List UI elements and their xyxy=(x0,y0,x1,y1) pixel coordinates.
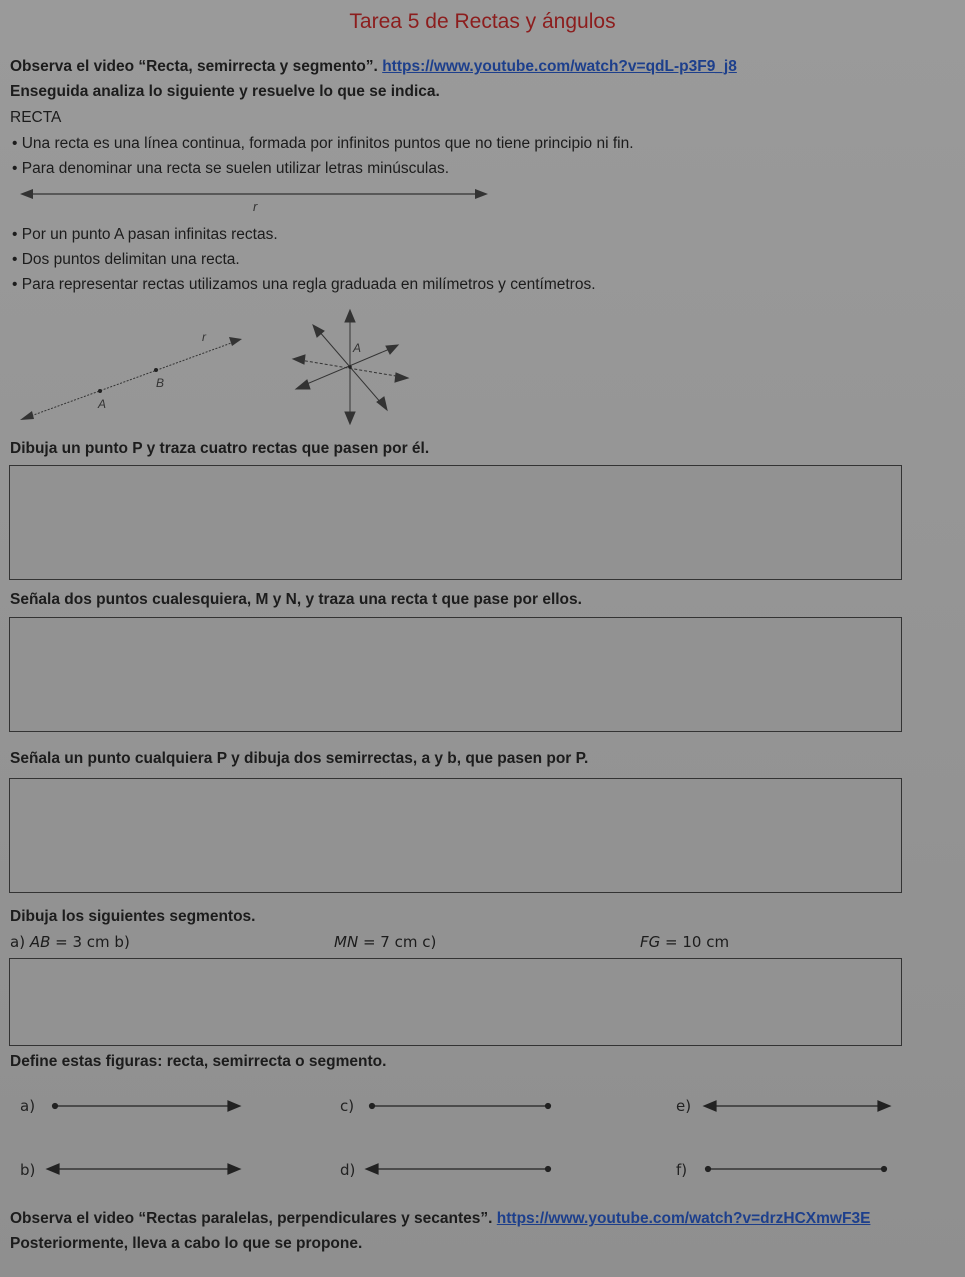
figure-f-segment xyxy=(706,1167,887,1172)
figure-label-c: c) xyxy=(340,1097,355,1115)
segment-c-value: = 10 cm xyxy=(660,933,730,951)
figure-label-a: a) xyxy=(20,1097,36,1115)
point-a-label: A xyxy=(98,397,107,411)
intro-line-2: Enseguida analiza lo siguiente y resuelve lo que se indica. xyxy=(10,83,440,100)
page-title: Tarea 5 de Rectas y ángulos xyxy=(349,10,616,33)
figure-b-line xyxy=(47,1164,240,1174)
outro-line-2: Posteriormente, lleva a cabo lo que se propone. xyxy=(10,1235,363,1252)
outro-text: Observa el video “Rectas paralelas, perpendiculares y secantes”. xyxy=(10,1210,493,1227)
figure-a-ray xyxy=(53,1101,241,1111)
figure-label-b: b) xyxy=(20,1161,36,1179)
intro-text: Observa el video “Recta, semirrecta y segmento”. xyxy=(10,58,378,75)
segment-a-value: = 3 cm b) xyxy=(50,933,130,951)
bullet-definition: • Una recta es una línea continua, formada por infinitos puntos que no tiene principio ni fin. xyxy=(12,135,634,152)
line-r-label: r xyxy=(253,199,258,214)
define-heading: Define estas figuras: recta, semirrecta o segmento. xyxy=(10,1053,387,1070)
bullet-point-a: • Por un punto A pasan infinitas rectas. xyxy=(12,226,278,243)
segment-a-prefix: a) xyxy=(10,933,30,951)
outro-line-1 xyxy=(10,1210,870,1228)
line-ab-label-r: r xyxy=(202,330,206,344)
bullet-two-points: • Dos puntos delimitan una recta. xyxy=(12,251,240,268)
segment-b-name: MN xyxy=(334,933,359,951)
figure-c-segment xyxy=(370,1104,551,1109)
segments-heading: Dibuja los siguientes segmentos. xyxy=(10,908,256,925)
task-1-instruction: Dibuja un punto P y traza cuatro rectas que pasen por él. xyxy=(10,440,430,457)
task-3-instruction: Señala un punto cualquiera P y dibuja dos semirrectas, a y b, que pasen por P. xyxy=(10,750,589,767)
segment-c-name: FG xyxy=(640,933,661,951)
point-b-label: B xyxy=(156,376,165,390)
video-link-2[interactable]: https://www.youtube.com/watch?v=drzHCXmwF3E xyxy=(496,1210,871,1227)
segment-a-name: AB xyxy=(29,933,51,951)
figure-label-f: f) xyxy=(676,1161,688,1179)
task-2-instruction: Señala dos puntos cualesquiera, M y N, y traza una recta t que pase por ellos. xyxy=(10,591,582,608)
segment-b-value: = 7 cm c) xyxy=(358,933,437,951)
figure-label-d: d) xyxy=(340,1161,356,1179)
bullet-ruler: • Para representar rectas utilizamos una regla graduada en milímetros y centímetros. xyxy=(12,276,596,293)
figure-d-ray xyxy=(366,1164,551,1174)
figure-label-e: e) xyxy=(676,1097,692,1115)
center-point-label: A xyxy=(353,341,362,355)
bullet-naming: • Para denominar una recta se suelen utilizar letras minúsculas. xyxy=(12,160,450,177)
video-link-1[interactable]: https://www.youtube.com/watch?v=qdL-p3F9_j8 xyxy=(382,58,737,75)
section-heading-recta: RECTA xyxy=(10,109,62,126)
figure-e-line xyxy=(704,1101,890,1111)
